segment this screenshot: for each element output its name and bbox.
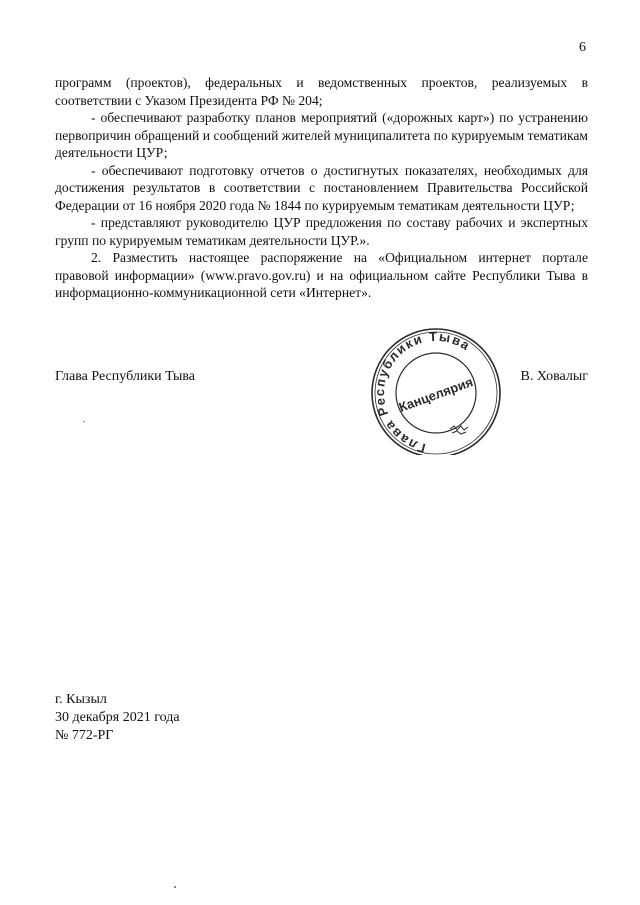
document-body [55, 74, 588, 302]
signature-row [55, 369, 588, 389]
stamp-inner-text: Канцелярия [396, 374, 475, 415]
paragraph: 2. Разместить настоящее распоряжение на «Официальном интернет портале правовой информации» (www.pravo.gov.ru) и на официальном сайте Республики Тыва в информационно-коммуникационной сети «Интернет». [55, 250, 588, 300]
paragraph: - обеспечивают разработку планов мероприятий («дорожных карт») по устранению первопричин обращений и сообщений жителей муниципалитета по курируемым тематикам деятельности ЦУР; [55, 110, 588, 160]
signer-title: Глава Республики Тыва [55, 369, 196, 384]
footer-number: № 772-РГ [55, 728, 114, 743]
paragraph: - представляют руководителю ЦУР предложения по составу рабочих и экспертных групп по курируемым тематикам деятельности ЦУР.». [55, 215, 588, 248]
official-stamp [364, 325, 508, 455]
signer-name: В. Ховалыг [520, 369, 588, 384]
tick-mark: ` [82, 418, 86, 432]
footer-city: г. Кызыл [55, 692, 107, 707]
page-number: 6 [579, 40, 586, 55]
paragraph: программ (проектов), федеральных и ведомственных проектов, реализуемых в соответствии с Указом Президента РФ № 204; [55, 75, 588, 108]
footer-block [55, 691, 180, 745]
footer-date: 30 декабря 2021 года [55, 710, 180, 725]
scan-dot [174, 886, 176, 888]
stamp-outer-text: Глава Республики Тыва [371, 328, 474, 455]
paragraph: - обеспечивают подготовку отчетов о достигнутых показателях, необходимых для достижения результатов в соответствии с постановлением Правительства Российской Федерации от 16 ноября 2020 года № 1844 по курируемым тематикам деятельности ЦУР; [55, 162, 588, 213]
